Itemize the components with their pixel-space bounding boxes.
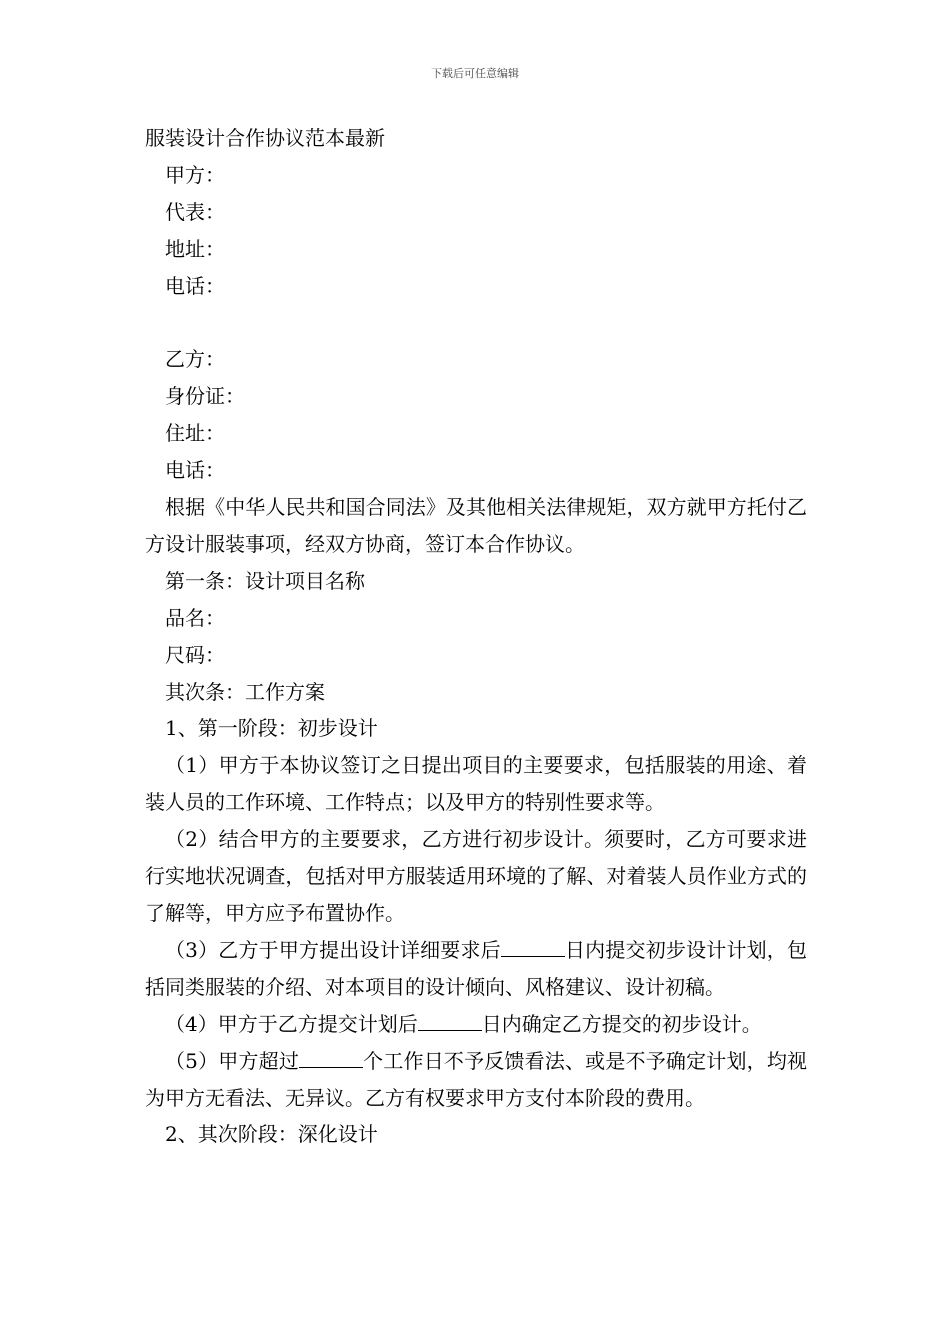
days-blank-field — [501, 936, 565, 957]
stage1-item-2: （2）结合甲方的主要要求，乙方进行初步设计。须要时，乙方可要求进行实地状况调查，包括对甲方服装适用环境的了解、对着装人员作业方式的了解等，甲方应予布置协作。 — [145, 827, 807, 926]
item4-text-before: （4）甲方于乙方提交计划后 — [165, 1011, 418, 1036]
stage1-item-4 — [145, 1006, 807, 1043]
size-label: 尺码： — [165, 642, 225, 667]
item5-text-before: （5）甲方超过 — [165, 1048, 299, 1073]
party-b-phone-label: 电话： — [165, 458, 225, 483]
preamble-paragraph: 根据《中华人民共和国合同法》及其他相关法律规矩，双方就甲方托付乙方设计服装事项，经双方协商，签订本合作协议。 — [145, 495, 807, 556]
days-blank-field — [418, 1010, 482, 1031]
stage1-heading: 1、第一阶段：初步设计 — [165, 716, 378, 741]
product-name-label: 品名： — [165, 605, 225, 630]
document-body — [145, 120, 807, 1153]
party-b-name-label: 乙方： — [165, 347, 225, 372]
item4-text-after: 日内确定乙方提交的初步设计。 — [481, 1011, 762, 1036]
party-b-address-label: 住址： — [165, 421, 225, 446]
document-title: 服装设计合作协议范本最新 — [145, 126, 385, 150]
header-note: 下载后可任意编辑 — [431, 67, 519, 80]
party-a-address-label: 地址： — [165, 236, 225, 261]
spacer — [145, 305, 807, 342]
party-a-phone-label: 电话： — [165, 273, 225, 298]
item3-text-before: （3）乙方于甲方提出设计详细要求后 — [165, 937, 501, 962]
party-a-rep-label: 代表： — [165, 199, 225, 224]
stage1-item-1: （1）甲方于本协议签订之日提出项目的主要要求，包括服装的用途、着装人员的工作环境、工作特点；以及甲方的特别性要求等。 — [145, 753, 807, 815]
stage2-heading: 2、其次阶段：深化设计 — [165, 1122, 378, 1147]
party-b-id-label: 身份证： — [165, 384, 245, 409]
article2-heading: 其次条：工作方案 — [165, 679, 325, 704]
item3-text-after: 日内提交初步设计计划，包括同类服装的介绍、对本项目的设计倾向、风格建议、设计初稿。 — [145, 937, 807, 999]
workdays-blank-field — [299, 1047, 363, 1068]
party-a-name-label: 甲方： — [165, 162, 225, 187]
item5-text-after: 个工作日不予反馈看法、或是不予确定计划，均视为甲方无看法、无异议。乙方有权要求甲方支付本阶段的费用。 — [145, 1048, 807, 1110]
stage1-item-3 — [145, 932, 807, 1006]
article1-heading: 第一条：设计项目名称 — [165, 568, 365, 593]
stage1-item-5 — [145, 1043, 807, 1117]
